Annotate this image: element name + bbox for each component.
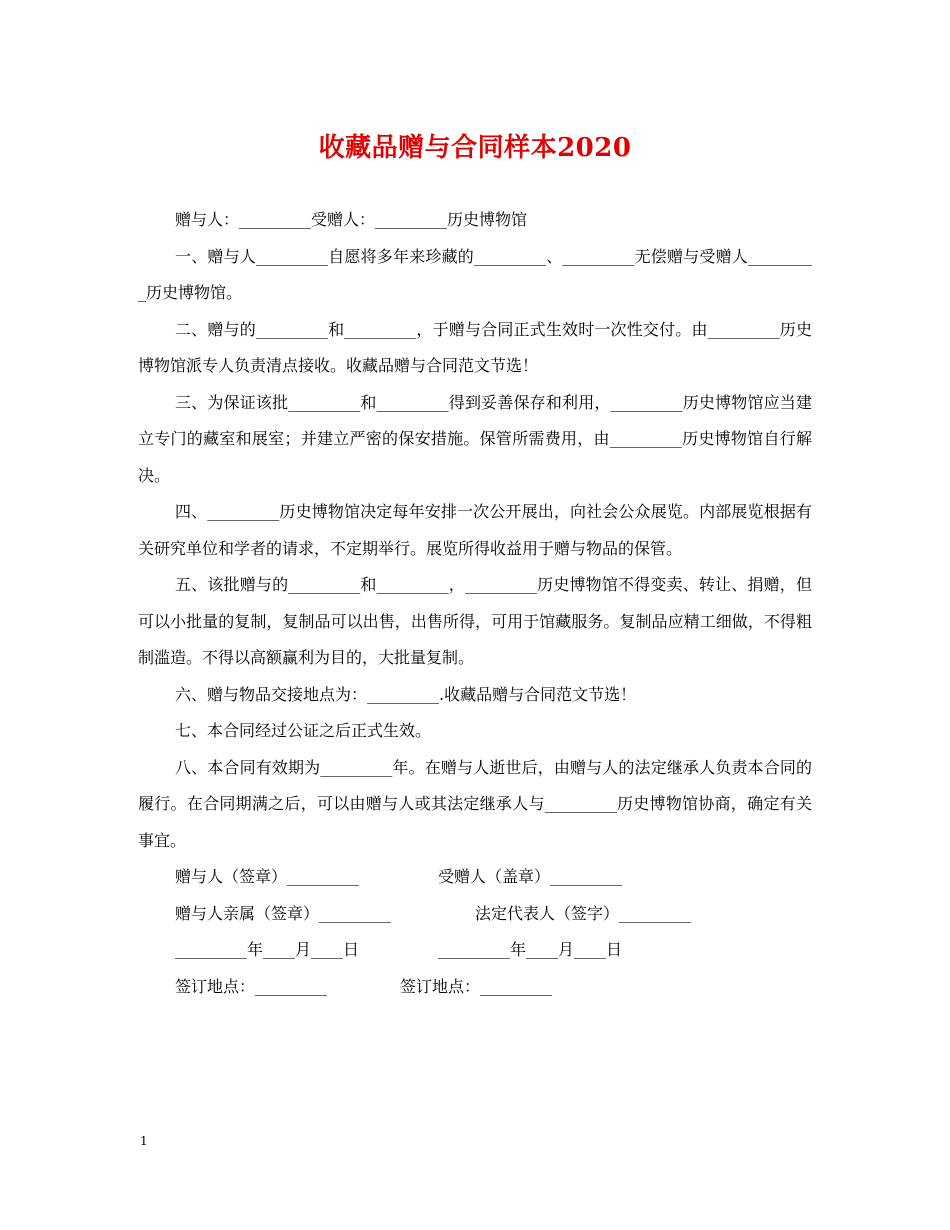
contract-body <box>138 202 812 1005</box>
legal-representative-signature: 法定代表人（签字）_________ <box>475 903 692 923</box>
signature-row-places <box>138 969 812 1006</box>
donor-signing-place: 签订地点：_________ <box>175 976 328 996</box>
clause-5: 五、该批赠与的_________和_________，_________历史博物馆不得变卖、转让、捐赠，但可以小批量的复制，复制品可以出售，出售所得，可用于馆藏服务。复制品应精工细做，不得粗制滥造。不得以高额赢利为目的，大批量复制。 <box>138 575 812 667</box>
donor-signature: 赠与人（签章）_________ <box>175 867 360 886</box>
donor-relative-signature: 赠与人亲属（签章）_________ <box>175 903 392 923</box>
donee-date: _________年____月____日 <box>438 940 623 959</box>
signature-row-representatives <box>138 896 812 933</box>
donor-date: _________年____月____日 <box>175 940 360 959</box>
clause-4: 四、_________历史博物馆决定每年安排一次公开展出，向社会公众展览。内部展览根据有关研究单位和学者的请求，不定期举行。展览所得收益用于赠与物品的保管。 <box>138 502 812 558</box>
clause-3: 三、为保证该批_________和_________得到妥善保存和利用，_________历史博物馆应当建立专门的藏室和展室；并建立严密的保安措施。保管所需费用，由_________历史博物馆自行解决。 <box>138 392 812 485</box>
document-title: 收藏品赠与合同样本2020 <box>318 133 632 163</box>
clause-1: 一、赠与人_________自愿将多年来珍藏的_________、_________无偿赠与受赠人_________历史博物馆。 <box>138 246 812 302</box>
clause-8: 八、本合同有效期为_________年。在赠与人逝世后，由赠与人的法定继承人负责本合同的履行。在合同期满之后，可以由赠与人或其法定继承人与_________历史博物馆协商，确定有关事宜。 <box>138 757 812 850</box>
signature-row-seals <box>138 859 812 896</box>
parties-line: 赠与人：_________受赠人：_________历史博物馆 <box>175 210 528 229</box>
clause-6: 六、赠与物品交接地点为：_________.收藏品赠与合同范文节选！ <box>175 684 637 704</box>
donee-signing-place: 签订地点：_________ <box>400 976 553 996</box>
page-number: 1 <box>140 1134 148 1148</box>
donee-seal: 受赠人（盖章）_________ <box>438 867 623 886</box>
clause-2: 二、赠与的_________和_________，于赠与合同正式生效时一次性交付。由_________历史博物馆派专人负责清点接收。收藏品赠与合同范文节选！ <box>138 319 812 375</box>
clause-7: 七、本合同经过公证之后正式生效。 <box>175 721 432 740</box>
signature-row-dates <box>138 932 812 969</box>
